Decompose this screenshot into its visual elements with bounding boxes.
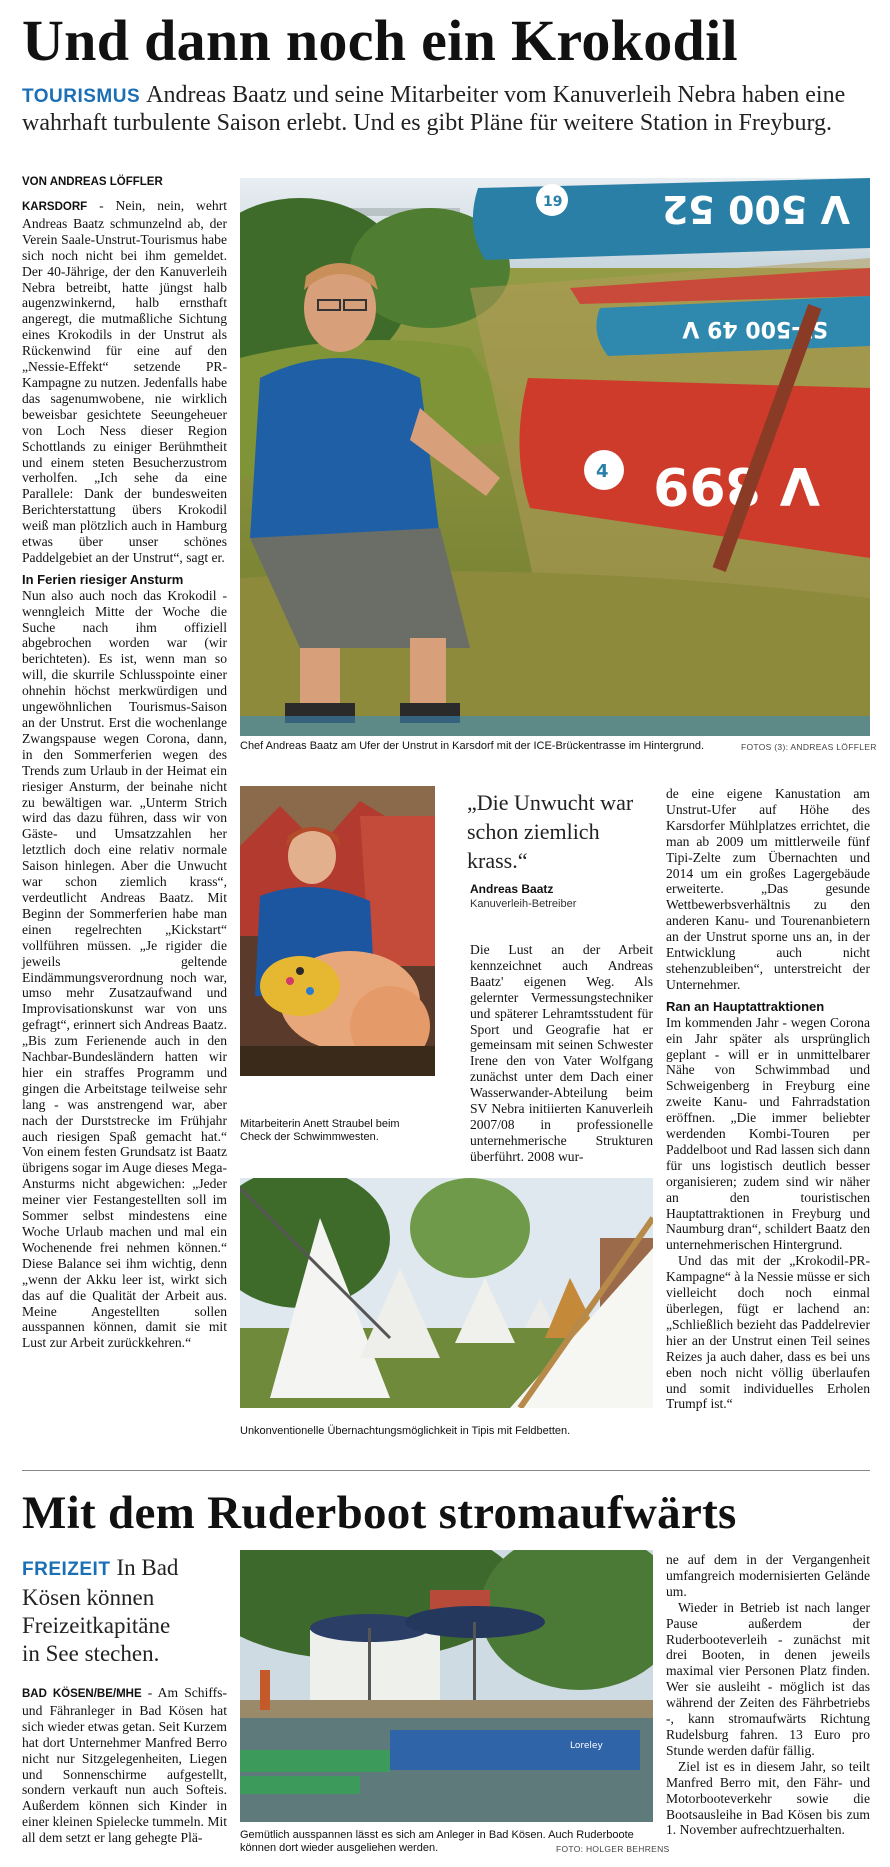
photo-credit-2: FOTO: HOLGER BEHRENS bbox=[556, 1844, 670, 1854]
tipi-photo bbox=[240, 1178, 653, 1408]
kicker-tag: TOURISMUS bbox=[22, 86, 141, 107]
boat-number: ST-500 49 V bbox=[682, 316, 828, 341]
paragraph: Wieder in Betrieb ist nach langer Pause außerdem der Ruderbooteverleih - zunächst mit drei Booten, in denen jeweils maximal vier Personen Platz finden. Wer sie ausleiht - möglich ist das während der Zeiten des Fährbetriebs -, kann stromaufwärts Richtung Rudelsburg fahren. 13 Euro pro Stunde werden dafür fällig. bbox=[666, 1599, 870, 1758]
dateline: KARSDORF bbox=[22, 201, 88, 213]
article1-column-3 bbox=[470, 942, 653, 1165]
paragraph: Die Lust an der Arbeit kennzeichnet auch Andreas Baatz' eigenen Weg. Als gelernter Vermessungstechniker und späterer Lehramtsstudent für Sport und Geografie hat er gemeinsam mit seinen Schwester Irene den von Vater Wolfgang zunächst unter dem Dach einer Wasserwander-Abteilung beim SV Nebra initiierten Kanuverleih 2007/08 in professionelle unternehmerische Strukturen überführt. 2008 wur- bbox=[470, 942, 653, 1164]
boat-dock-photo bbox=[240, 1550, 653, 1822]
main-photo bbox=[240, 178, 870, 736]
article2-column-1 bbox=[22, 1685, 227, 1846]
quote-author-role: Kanuverleih-Betreiber bbox=[470, 898, 577, 910]
boat-number: 4 bbox=[596, 461, 609, 482]
paragraph: Und das mit der „Krokodil-PR-Kampagne“ à la Nessie müsse er sich vielleicht doch noch einmal überlegen, fügt er lachend an: „Schließlich bezieht das Paddelrevier hier an der Unstrut einen Teil seines Reizes ja auch daher, dass es bei uns eben noch nicht völlig überlaufen und somit individuelles Erholen Trumpf ist.“ bbox=[666, 1253, 870, 1412]
article2-column-3 bbox=[666, 1552, 870, 1838]
main-photo-caption: Chef Andreas Baatz am Ufer der Unstrut in Karsdorf mit der ICE-Brückentrasse im Hintergrund. bbox=[240, 740, 705, 752]
small-photo bbox=[240, 786, 435, 1076]
pull-quote: „Die Unwucht war schon ziemlich krass.“ bbox=[467, 790, 634, 873]
kicker-tag: FREIZEIT bbox=[22, 1559, 111, 1580]
boat-number: V 500 52 bbox=[661, 187, 850, 231]
kicker-2 bbox=[22, 1554, 192, 1668]
headline-2: Mit dem Ruderboot stromaufwärts bbox=[22, 1487, 737, 1539]
paragraph: de eine eigene Kanustation am Unstrut-Ufer auf Höhe des Karsdorfer Mühlplatzes errichtet, die man ab 2009 um mittlerweile fünf Tipi-Zelte zum Übernachten und 2014 um ein großes Lagergebäude erweiterte. „Das gesunde Wettbewerbsverhältnis zu den anderen Kanu- und Tourenanbietern an der Unstrut sporne uns an, in der Entwicklung auch nicht stehenzubleiben“, unterstreicht der Unternehmer. bbox=[666, 786, 870, 992]
paragraph: Ziel ist es in diesem Jahr, so teilt Manfred Berro mit, den Fähr- und Motorbooteverkehr sowie die Bootsausleihe in Bad Kösen bis zum 1. November aufrechtzuerhalten. bbox=[666, 1758, 870, 1838]
headline: Und dann noch ein Krokodil bbox=[22, 8, 738, 73]
subheading: Ran an Hauptattraktionen bbox=[666, 998, 825, 1014]
kicker bbox=[22, 82, 872, 137]
byline: VON ANDREAS LÖFFLER bbox=[22, 176, 163, 188]
boat-number: V 899 bbox=[653, 455, 820, 515]
article1-column-4 bbox=[666, 786, 870, 1412]
dateline: BAD KÖSEN/BE/MHE bbox=[22, 1688, 142, 1700]
kicker-text: In Bad Kösen können Freizeitkapitäne in See stechen. bbox=[22, 1555, 179, 1666]
boat-dock-photo-caption: Gemütlich ausspannen lässt es sich am Anleger in Bad Kösen. Auch Ruderboote können dort wieder ausgeliehen werden. bbox=[240, 1829, 634, 1854]
tipi-photo-caption: Unkonventionelle Übernachtungsmöglichkeit in Tipis mit Feldbetten. bbox=[240, 1425, 571, 1437]
article-separator bbox=[22, 1470, 870, 1471]
paragraph: - Am Schiffs- und Fähranleger in Bad Kösen hat sich wieder etwas getan. Seit Kurzem hat dort Unternehmer Manfred Berro nicht nur Sitzgelegenheiten, Liegen und Sonnenschirme aufgestellt, sondern verkauft nun auch Softeis. Außerdem können sich Kinder in einer kleinen Spielecke tummeln. Mit all dem setzt er lang gehegte Plä- bbox=[22, 1685, 227, 1846]
subheading: In Ferien riesiger Ansturm bbox=[22, 571, 184, 587]
kicker-text: Andreas Baatz und seine Mitarbeiter vom Kanuverleih Nebra haben eine wahrhaft turbulente Saison erlebt. Und es gibt Pläne für weitere Station in Freyburg. bbox=[22, 82, 846, 136]
boat-number: 19 bbox=[543, 194, 563, 210]
boat-name-sign: Loreley bbox=[570, 1741, 603, 1751]
paragraph: Nun also auch noch das Krokodil - wenngleich Mitte der Woche die Suche nach ihm offiziell abgebrochen worden war (wir berichteten). Es ist, wenn man so will, die skurrile Schlusspointe einer ohnehin höchst merkwürdigen und ungewöhnlichen Tourismus-Saison an der Unstrut. Erst die wochenlange Zwangspause wegen Corona, dann, in den Sommerferien wegen des Trends zum Urlaub in der Heimat ein riesiger Ansturm, der beinahe nicht zu bewältigen war. „Unterm Strich wird das dazu führen, dass wir von Gäste- und Umsatzzahlen her letztlich doch eine relativ normale Saison hinlegen. Aber die Unwucht war schon ziemlich krass“, verdeutlicht Andreas Baatz. Mit Beginn der Sommerferien habe man einen regelrechten „Kickstart“ vollführen müssen. „Je rigider die jeweils geltende Eindämmungsverordnung noch war, umso mehr Zusatzaufwand und Improvisationskunst war von uns gefragt“, erinnert sich Andreas Baatz. „Bis zum Ferienende auch in den Nachbar-Bundesländern hatten wir hier ein straffes Programm und gingen die Arbeitstage teilweise sehr lang - was anstrengend war, aber nach der Durststrecke im Frühjahr auch riesigen Spaß gemacht hat.“ Von einem festen Grundsatz ist Baatz übrigens sogar im Auge dieses Mega-Ansturms nicht abgewichen: „Jeder meiner vier Festangestellten soll im Sommer selbst mindestens eine Woche Urlaub machen und mal ein Wochenende frei nehmen können.“ Diese Balance sei ihm wichtig, denn „wenn der Akku leer ist, wirkt sich das auf die Qualität der Arbeit aus. Meine Angestellten sollen ausspannen können, damit sie mit Lust zur Arbeit zurückkehren.“ bbox=[22, 587, 227, 1351]
small-photo-caption: Mitarbeiterin Anett Straubel beim Check der Schwimmwesten. bbox=[240, 1118, 400, 1143]
paragraph: Im kommenden Jahr - wegen Corona ein Jahr später als ursprünglich geplant - will er in unmittelbarer Nähe von Schwimmbad und Schweigenberg in Freyburg eine zweite Kanu- und Fahrradstation eröffnen. „Die immer beliebter werdenden Kombi-Touren per Paddelboot und Rad lassen sich dann für uns logistisch deutlich besser organisieren; zudem sind wir näher an den touristischen Hauptattraktionen in Freyburg und Naumburg dran“, schildert Baatz den unternehmerischen Hintergrund. bbox=[666, 1014, 870, 1253]
paragraph: - Nein, nein, wehrt Andreas Baatz schmunzelnd ab, der Verein Saale-Unstrut-Tourismus habe sich noch nicht bei ihm gemeldet. Der 40-Jährige, der den Kanuverleih Nebra betreibt, hatte jüngst halb augenzwinkernd, halb ernsthaft angeregt, die mutmaßliche Sichtung eines Krokodils in der Unstrut als Rückenwind für eine auf den „Nessie-Effekt“ setzende PR-Kampagne zu nutzen. Jedenfalls habe das sagenumwobene, nie wirklich beweisbar gesichtete Seeungeheuer von Loch Ness dieser Region Schottlands zu einiger Berühmtheit und einem steten Besucherzustrom verholfen. „Ich sehe da eine Parallele: Dank der bundesweiten Berichterstattung übers Krokodil weiß man plötzlich auch in Hamburg etwas über unser schönes Paddelgebiet an der Unstrut“, sagt er. bbox=[22, 198, 227, 565]
article1-column-1 bbox=[22, 198, 227, 1351]
quote-author: Andreas Baatz bbox=[470, 882, 554, 896]
photo-credit: FOTOS (3): ANDREAS LÖFFLER bbox=[741, 742, 877, 752]
paragraph: ne auf dem in der Vergangenheit umfangreich modernisierten Gelände um. bbox=[666, 1552, 870, 1599]
